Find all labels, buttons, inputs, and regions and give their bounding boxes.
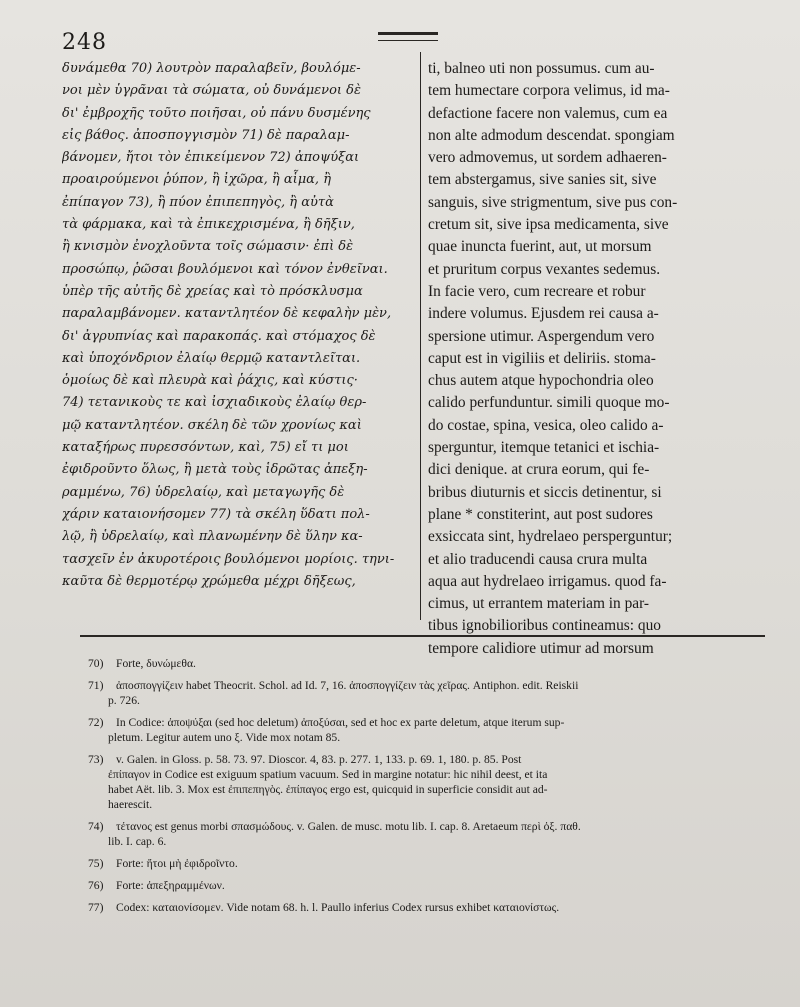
greek-text-line: ἐφιδροῦντο ὅλως, ἢ μετὰ τοὺς ἱδρῶτας ἀπεξη- bbox=[62, 462, 368, 478]
latin-text-line: cretum sit, sive ipsa medicamenta, sive bbox=[428, 216, 669, 234]
footnote-text: Forte: ἤτοι μὴ ἐφιδροῖντο. bbox=[116, 857, 238, 870]
latin-text-line: caput est in vigiliis et deliriis. stoma- bbox=[428, 349, 656, 367]
latin-text-line: sanguis, sive strigmentum, sive pus con- bbox=[428, 193, 678, 211]
latin-text-column bbox=[428, 58, 766, 660]
greek-text-line: ἐπίπαγον 73), ἢ πύον ἐπιπεπηγὸς, ἢ αὐτὰ bbox=[62, 194, 334, 210]
greek-text-line: δι' ἐμβροχῆς τοῦτο ποιῆσαι, οὐ πάνυ δυσμένης bbox=[62, 105, 371, 121]
latin-text-line: calido perfunduntur. simili quoque mo- bbox=[428, 394, 670, 412]
greek-text-line: νοι μὲν ὑγρᾶναι τὰ σώματα, οὐ δυνάμενοι δὲ bbox=[62, 83, 361, 99]
footnote bbox=[88, 715, 768, 745]
latin-text-line: do costae, spina, vesica, oleo calido a- bbox=[428, 416, 664, 434]
greek-text-line: καταξήρως πυρεσσόντων, καὶ, 75) εἴ τι μοι bbox=[62, 440, 349, 456]
footnote-marker: 72) bbox=[88, 716, 104, 729]
footnote-text: τέτανος est genus morbi σπασμώδους. v. Galen. de musc. motu lib. I. cap. 8. Aretaeum περὶ ὀξ. παθ. bbox=[116, 820, 581, 833]
footnote-text: In Codice: ἀποψύξαι (sed hoc deletum) ἀποξύσαι, sed et hoc ex parte deletum, atque iterum sup- bbox=[116, 716, 565, 729]
footnote-text: v. Galen. in Gloss. p. 58. 73. 97. Dioscor. 4, 83. p. 277. 1, 133. p. 69. 1, 180. p. 85. Post bbox=[116, 753, 522, 766]
latin-text-line: tem abstergamus, sive sanies sit, sive bbox=[428, 171, 657, 189]
latin-text-line: In facie vero, cum recreare et robur bbox=[428, 282, 646, 300]
greek-text-line: ὁμοίως δὲ καὶ πλευρὰ καὶ ῥάχις, καὶ κύστις· bbox=[62, 373, 358, 389]
footnote-text: habet Aët. lib. 3. Mox est ἐπιπεπηγὸς. ἐπίπαγος ergo est, quicquid in superficie considit aut ad- bbox=[108, 783, 548, 796]
header-ornament bbox=[378, 32, 438, 41]
greek-text-line: βάνομεν, ἤτοι τὸν ἐπικείμενον 72) ἀποψύξαι bbox=[62, 150, 360, 166]
footnote bbox=[88, 819, 768, 849]
latin-text-line: dici denique. at crura eorum, qui fe- bbox=[428, 461, 650, 479]
footnote-marker: 73) bbox=[88, 753, 104, 766]
page-number: 248 bbox=[62, 30, 107, 55]
latin-text-line: sperguntur, itemque tetanici et ischia- bbox=[428, 439, 660, 457]
latin-text-line: aqua aut hydrelaeo irrigamus. quod fa- bbox=[428, 572, 667, 590]
latin-text-line: chus autem atque hypochondria oleo bbox=[428, 372, 654, 390]
footnote-text: Forte, δυνώμεθα. bbox=[116, 657, 196, 670]
greek-text-line: μῷ καταντλητέον. σκέλη δὲ τῶν χρονίως καὶ bbox=[62, 417, 362, 433]
footnote bbox=[88, 656, 768, 671]
greek-text-line: δι' ἀγρυπνίας καὶ παρακοπάς. καὶ στόμαχος δὲ bbox=[62, 328, 376, 344]
greek-text-line: παραλαμβάνομεν. καταντλητέον δὲ κεφαλὴν μὲν, bbox=[62, 306, 392, 322]
latin-text-line: non alte admodum descendat. spongiam bbox=[428, 126, 675, 144]
greek-text-line: προσώπῳ, ῥῶσαι βουλόμενοι καὶ τόνον ἐνθεῖναι. bbox=[62, 261, 388, 277]
footnote-rule bbox=[80, 635, 765, 637]
footnote-text: p. 726. bbox=[108, 694, 140, 707]
footnote-marker: 70) bbox=[88, 657, 104, 670]
footnote-marker: 74) bbox=[88, 820, 104, 833]
footnote-text: haerescit. bbox=[108, 798, 153, 811]
latin-text-line: tempore calidiore utimur ad morsum bbox=[428, 639, 654, 657]
latin-text-line: tem humectare corpora velimus, id ma- bbox=[428, 82, 670, 100]
footnote-text: ἀποσπογγίζειν habet Theocrit. Schol. ad Id. 7, 16. ἀποσπογγίζειν τὰς χεῖρας. Antiphon. edit. Reiskii bbox=[116, 679, 579, 692]
latin-text-line: indere volumus. Ejusdem rei causa a- bbox=[428, 305, 659, 323]
latin-text-line: tibus ignobilioribus contineamus: quo bbox=[428, 617, 661, 635]
greek-text-line: χάριν καταιονήσομεν 77) τὰ σκέλη ὕδατι πολ- bbox=[62, 506, 370, 522]
latin-text-line: ti, balneo uti non possumus. cum au- bbox=[428, 60, 655, 77]
latin-text-line: defactione facere non valemus, cum ea bbox=[428, 104, 668, 122]
greek-text-line: καῦτα δὲ θερμοτέρῳ χρώμεθα μέχρι δῆξεως, bbox=[62, 573, 356, 589]
footnote bbox=[88, 678, 768, 708]
latin-text-line: et alio traducendi causa crura multa bbox=[428, 550, 648, 568]
footnotes-section bbox=[88, 656, 768, 922]
latin-text-line: et pruritum corpus vexantes sedemus. bbox=[428, 260, 661, 278]
latin-text-line: spersione utimur. Aspergendum vero bbox=[428, 327, 655, 345]
footnote-marker: 71) bbox=[88, 679, 104, 692]
footnote-marker: 76) bbox=[88, 879, 104, 892]
latin-text-line: plane * constiterint, aut post sudores bbox=[428, 505, 653, 523]
footnote-marker: 77) bbox=[88, 901, 104, 914]
footnote bbox=[88, 752, 768, 812]
greek-text-line: τασχεῖν ἐν ἀκυροτέροις βουλόμενοι μορίοις. τηνι- bbox=[62, 551, 395, 567]
footnote-text: lib. I. cap. 6. bbox=[108, 835, 167, 848]
footnote-marker: 75) bbox=[88, 857, 104, 870]
greek-text-line: λῷ, ἢ ὑδρελαίῳ, καὶ πλανωμένην δὲ ὕλην κα- bbox=[62, 529, 363, 545]
greek-text-line: προαιρούμενοι ῥύπον, ἢ ἰχῶρα, ἢ αἷμα, ἢ bbox=[62, 172, 331, 188]
greek-text-line: δυνάμεθα 70) λουτρὸν παραλαβεῖν, βουλόμε- bbox=[62, 61, 361, 76]
footnote bbox=[88, 856, 768, 871]
greek-text-column bbox=[62, 58, 414, 593]
footnote-text: Codex: καταιονίσομεν. Vide notam 68. h. l. Paullo inferius Codex rursus exhibet καταιονίστως. bbox=[116, 901, 560, 914]
footnote bbox=[88, 900, 768, 915]
footnote-text: pletum. Legitur autem uno ξ. Vide mox notam 85. bbox=[108, 731, 341, 744]
footnote bbox=[88, 878, 768, 893]
greek-text-line: ὑπὲρ τῆς αὐτῆς δὲ χρείας καὶ τὸ πρόσκλυσμα bbox=[62, 283, 363, 299]
greek-text-line: εἰς βάθος. ἀποσπογγισμὸν 71) δὲ παραλαμ- bbox=[62, 127, 350, 143]
latin-text-line: bribus diuturnis et siccis detinentur, si bbox=[428, 483, 662, 501]
greek-text-line: ραμμένω, 76) ὑδρελαίῳ, καὶ μεταγωγῆς δὲ bbox=[62, 484, 345, 500]
greek-text-line: ἢ κνισμὸν ἐνοχλοῦντα τοῖς σώμασιν· ἐπὶ δὲ bbox=[62, 239, 354, 255]
latin-text-line: cimus, ut errantem materiam in par- bbox=[428, 595, 650, 613]
footnote-text: Forte: ἀπεξηραμμένων. bbox=[116, 879, 225, 892]
latin-text-line: exsiccata sint, hydrelaeo persperguntur; bbox=[428, 528, 673, 546]
column-divider bbox=[420, 52, 421, 620]
greek-text-line: καὶ ὑποχόνδριον ἐλαίῳ θερμῷ καταντλεῖται. bbox=[62, 350, 361, 366]
greek-text-line: 74) τετανικοὺς τε καὶ ἰσχιαδικοὺς ἐλαίῳ θερ- bbox=[62, 395, 367, 411]
footnote-text: ἐπίπαγον in Codice est exiguum spatium vacuum. Sed in margine notatur: hic nihil deest, et ita bbox=[108, 768, 548, 781]
latin-text-line: vero admovemus, ut sordem adhaeren- bbox=[428, 149, 667, 167]
greek-text-line: τὰ φάρμακα, καὶ τὰ ἐπικεχρισμένα, ἢ δῆξιν, bbox=[62, 217, 355, 233]
latin-text-line: quae inuncta fuerint, aut, ut morsum bbox=[428, 238, 652, 256]
